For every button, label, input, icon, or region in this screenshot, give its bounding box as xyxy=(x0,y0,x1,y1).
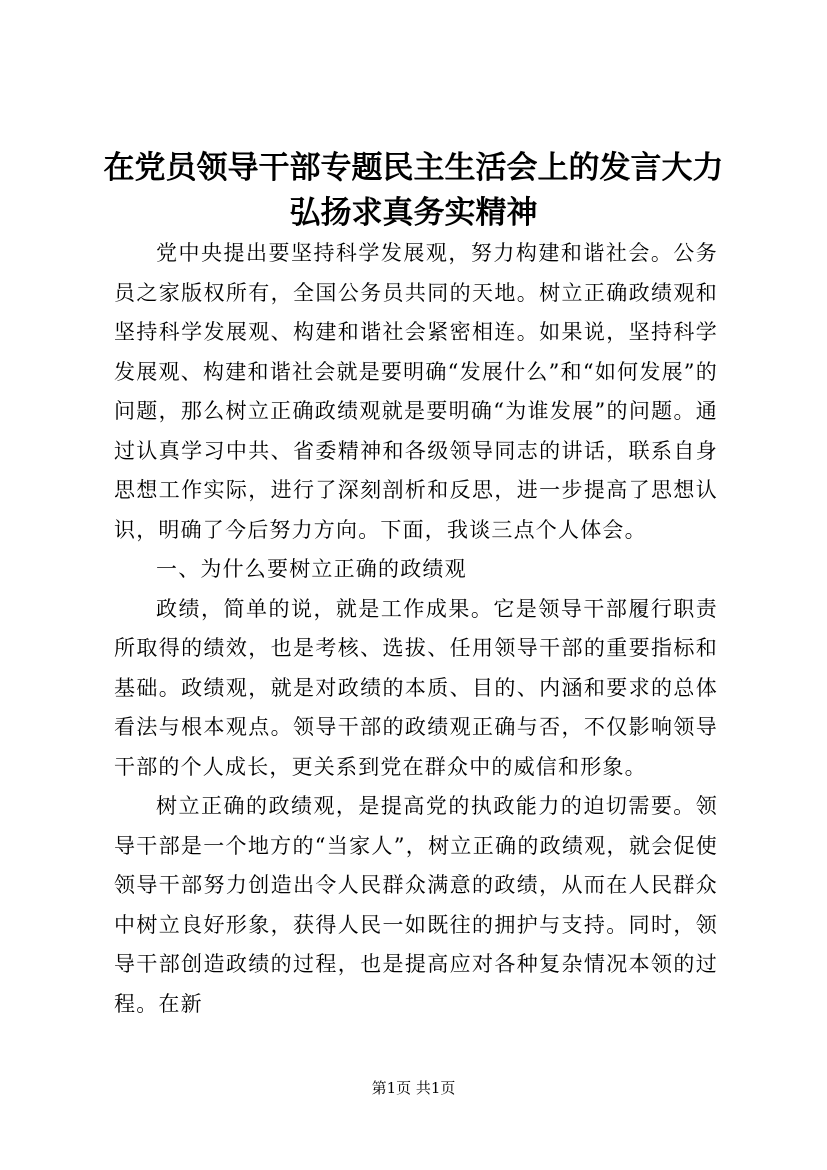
paragraph-intro: 党中央提出要坚持科学发展观，努力构建和谐社会。公务员之家版权所有，全国公务员共同的天地。树立正确政绩观和坚持科学发展观、构建和谐社会紧密相连。如果说，坚持科学发展观、构建和谐社会就是要明确“发展什么”和“如何发展”的问题，那么树立正确政绩观就是要明确“为谁发展”的问题。通过认真学习中共、省委精神和各级领导同志的讲话，联系自身思想工作实际，进行了深刻剖析和反思，进一步提高了思想认识，明确了今后努力方向。下面，我谈三点个人体会。 xyxy=(114,241,718,542)
paragraph-governing-capability: 树立正确的政绩观，是提高党的执政能力的迫切需要。领导干部是一个地方的“当家人”，树立正确的政绩观，就会促使领导干部努力创造出令人民群众满意的政绩，从而在人民群众中树立良好形象，获得人民一如既往的拥护与支持。同时，领导干部创造政绩的过程，也是提高应对各种复杂情况本领的过程。在新 xyxy=(114,794,718,1016)
section-heading-1: 一、为什么要树立正确的政绩观 xyxy=(156,557,467,581)
document-body xyxy=(114,234,718,1024)
paragraph-political-achievement: 政绩，简单的说，就是工作成果。它是领导干部履行职责所取得的绩效，也是考核、选拔、任用领导干部的重要指标和基础。政绩观，就是对政绩的本质、目的、内涵和要求的总体看法与根本观点。领导干部的政绩观正确与否，不仅影响领导干部的个人成长，更关系到党在群众中的威信和形象。 xyxy=(114,596,718,779)
document-title: 在党员领导干部专题民主生活会上的发言大力弘扬求真务实精神 xyxy=(103,150,724,231)
page-footer: 第1页 共1页 xyxy=(371,1079,456,1097)
